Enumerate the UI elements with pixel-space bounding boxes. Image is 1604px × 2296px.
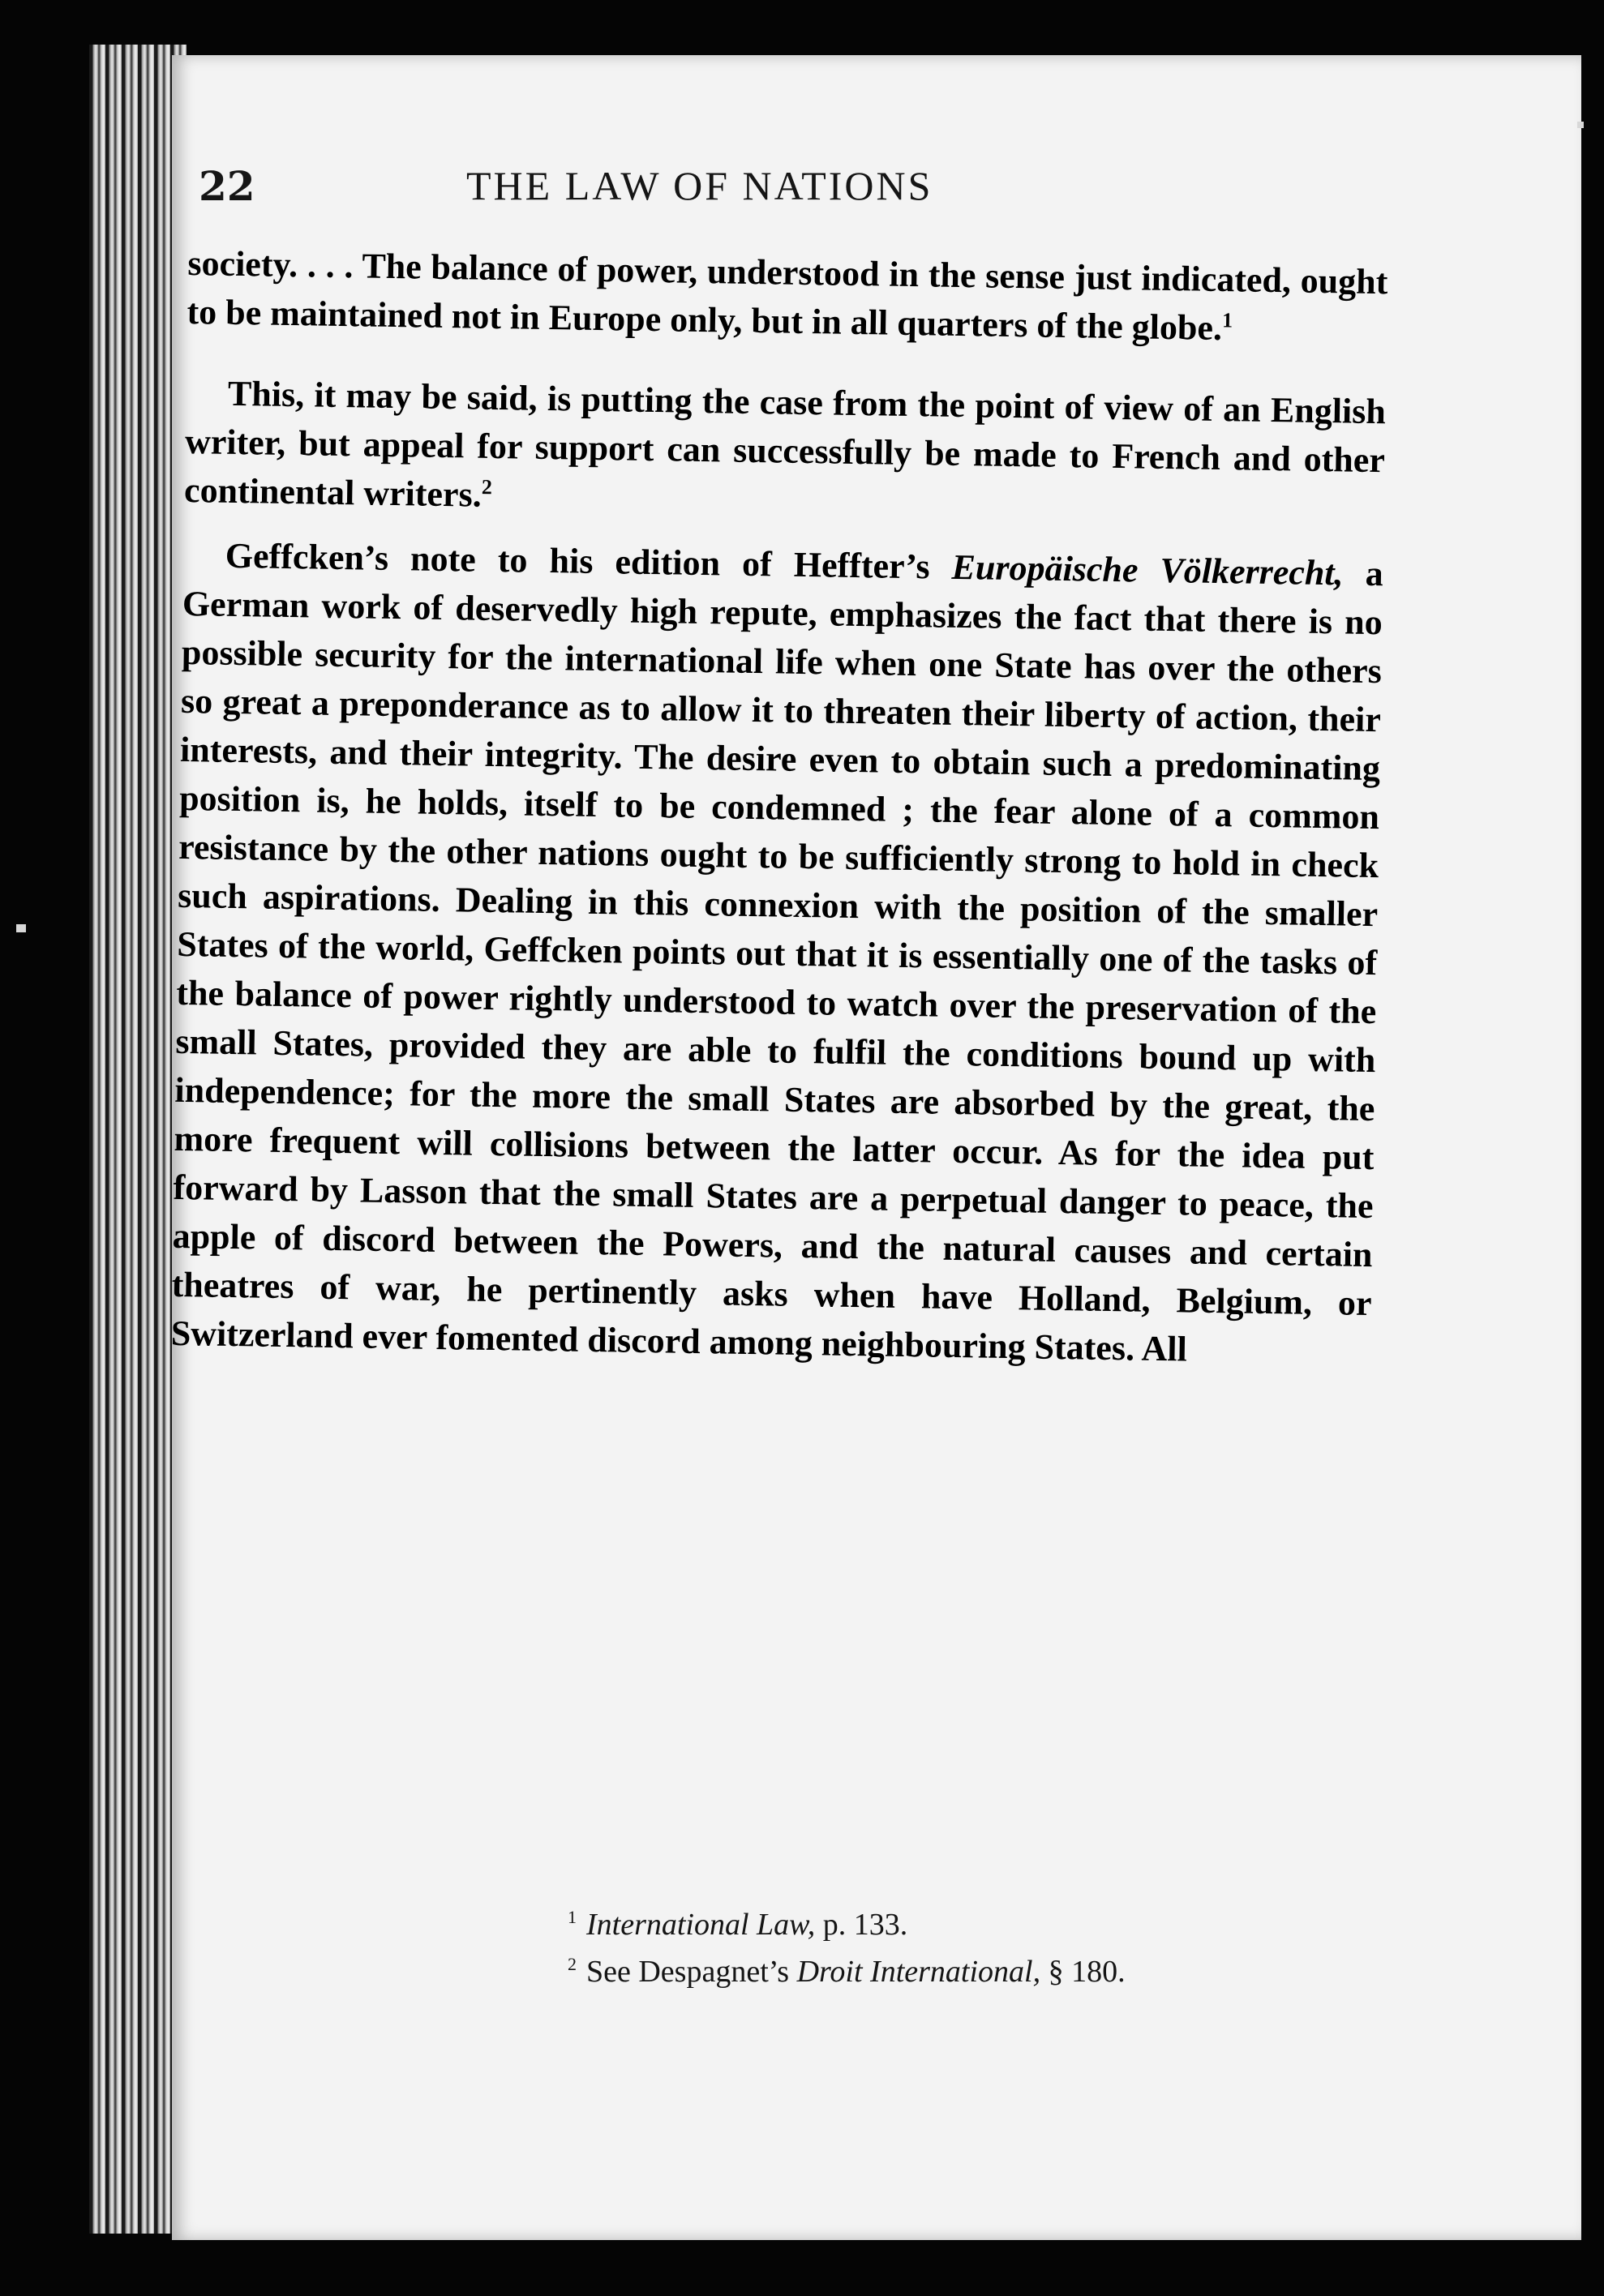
footnotes (568, 1901, 1460, 1995)
scan-speck (1577, 122, 1584, 128)
running-title: THE LAW OF NATIONS (466, 163, 933, 208)
scan-speck (16, 924, 26, 932)
footnote-2: $^2$ See Despagnet’s Droit International, § 180. (568, 1954, 1126, 1989)
paragraph-2: This, it may be said, is putting the case from the point of view of an English writer, but appeal for support can successfully be made to French and other continental writers.$^2$ (183, 373, 1387, 515)
page-number: 22 (199, 162, 255, 210)
footnote-ref-2: 2 (481, 475, 493, 499)
paragraph-1: society. . . . The balance of power, understood in the sense just indicated, ought to be maintained not in Europe only, but in all quarters of the globe.$^1$ (187, 242, 1388, 349)
footnote-ref-1: 1 (1221, 308, 1233, 332)
book-title-italic: Europäische Völkerrecht, (951, 546, 1344, 593)
page-header (199, 162, 1399, 227)
body-text (170, 239, 1388, 1397)
paragraph-3: Geffcken’s note to his edition of Heffter’s Europäische Völkerrecht, a German work of deservedly high repute, emphasizes the fact that there is no possible security for the international life when one State has over the others so great a preponderance as to allow it to threaten their liberty of action, their interests, and their integrity. The desire even to obtain such a predominating position is, he holds, itself to be condemned ; the fear alone of a common resistance by the other nations ought to be sufficiently strong to hold in check such aspirations. Dealing in this connexion with the position of the smaller States of the world, Geffcken points out that it is essentially one of the tasks of the balance of power rightly understood to watch over the preservation of the small States, provided they are able to fulfil the conditions bound up with independence; for the more the small States are absorbed by the great, the more frequent will collisions between the latter occur. As for the idea put forward by Lasson that the small States are a perpetual danger to peace, the apple of discord between the Powers, and the natural causes and certain theatres of war, he pertinently asks when have Holland, Belgium, or Switzerland ever fomented discord among neighbouring States. All (170, 535, 1384, 1369)
footnote-1: $^1$ International Law, p. 133. (568, 1907, 908, 1942)
